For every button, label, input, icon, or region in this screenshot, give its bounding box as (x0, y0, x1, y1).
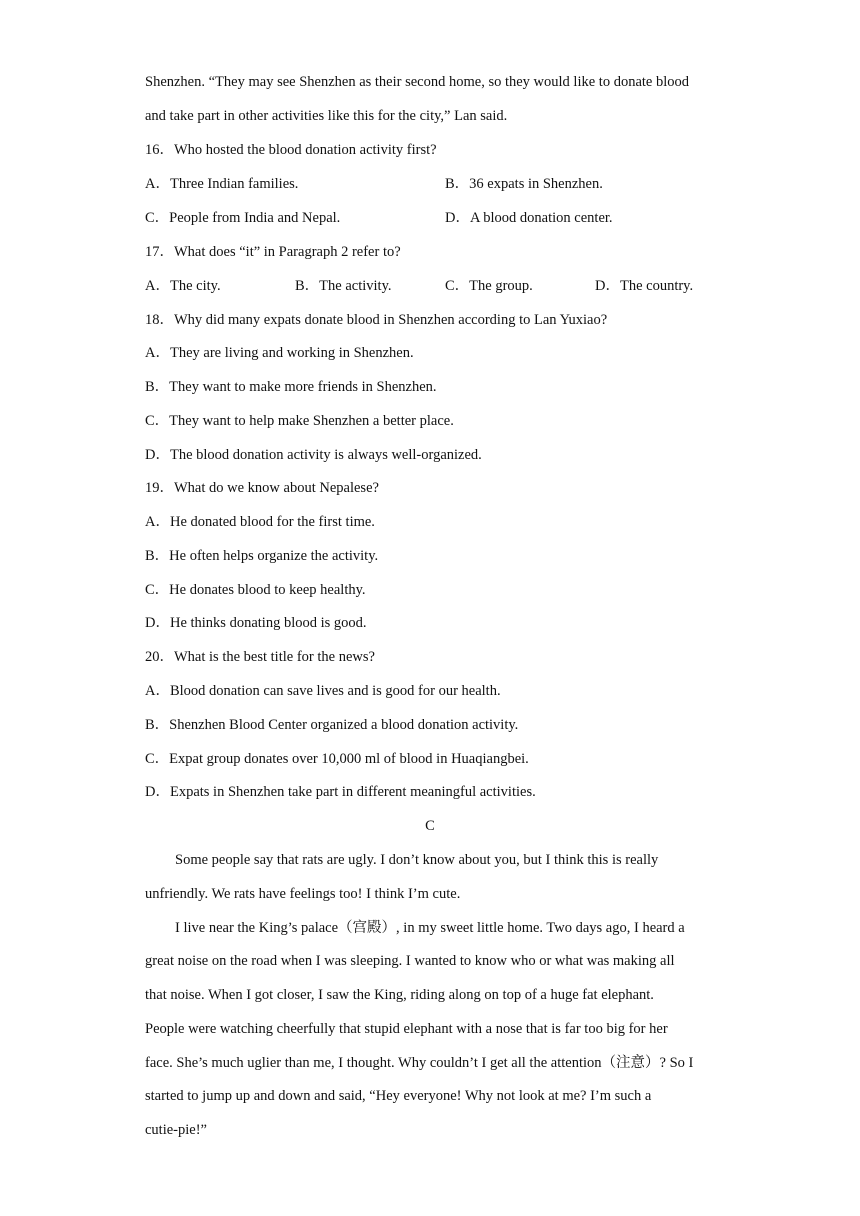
question-20-option-a: A．Blood donation can save lives and is good for our health. (145, 683, 501, 699)
question-17-option-a: A．The city. (145, 278, 221, 294)
question-17-option-d: D．The country. (595, 278, 694, 294)
question-16-option-d: D．A blood donation center. (445, 210, 613, 226)
question-17-option-c: C．The group. (445, 278, 533, 294)
question-20-option-b: B．Shenzhen Blood Center organized a blood donation activity. (145, 717, 519, 733)
question-19-option-b: B．He often helps organize the activity. (145, 548, 379, 564)
question-19-option-d: D．He thinks donating blood is good. (145, 615, 367, 631)
question-19-stem: 19．What do we know about Nepalese? (145, 480, 379, 496)
question-16-option-c: C．People from India and Nepal. (145, 210, 341, 226)
intro-line-2: and take part in other activities like this for the city,” Lan said. (145, 108, 508, 124)
question-19-option-c: C．He donates blood to keep healthy. (145, 582, 366, 598)
question-16-option-a: A．Three Indian families. (145, 176, 299, 192)
question-18-option-c: C．They want to help make Shenzhen a better place. (145, 413, 454, 429)
passage-line-9: cutie-pie!” (145, 1122, 207, 1138)
question-16-option-b: B．36 expats in Shenzhen. (445, 176, 603, 192)
passage-line-7: face. She’s much uglier than me, I thought. Why couldn’t I get all the attention（注意）? So I (145, 1055, 694, 1071)
question-18-option-d: D．The blood donation activity is always well-organized. (145, 447, 482, 463)
passage-line-8: started to jump up and down and said, “Hey everyone! Why not look at me? I’m such a (145, 1088, 652, 1104)
question-17-stem: 17．What does “it” in Paragraph 2 refer to? (145, 244, 401, 260)
passage-line-2: unfriendly. We rats have feelings too! I think I’m cute. (145, 886, 461, 902)
question-17-option-b: B．The activity. (295, 278, 392, 294)
question-19-option-a: A．He donated blood for the first time. (145, 514, 375, 530)
passage-line-1: Some people say that rats are ugly. I don’t know about you, but I think this is really (175, 852, 659, 868)
question-20-option-d: D．Expats in Shenzhen take part in different meaningful activities. (145, 784, 536, 800)
intro-line-1: Shenzhen. “They may see Shenzhen as their second home, so they would like to donate blood (145, 74, 690, 90)
question-20-option-c: C．Expat group donates over 10,000 ml of blood in Huaqiangbei. (145, 751, 529, 767)
passage-line-4: great noise on the road when I was sleeping. I wanted to know who or what was making all (145, 953, 675, 969)
question-16-stem: 16．Who hosted the blood donation activity first? (145, 142, 437, 158)
question-18-option-b: B．They want to make more friends in Shenzhen. (145, 379, 437, 395)
question-20-stem: 20．What is the best title for the news? (145, 649, 375, 665)
question-18-option-a: A．They are living and working in Shenzhen. (145, 345, 414, 361)
section-heading: C (425, 818, 435, 834)
passage-line-6: People were watching cheerfully that stupid elephant with a nose that is far too big for her (145, 1021, 668, 1037)
question-18-stem: 18．Why did many expats donate blood in Shenzhen according to Lan Yuxiao? (145, 312, 608, 328)
passage-line-3: I live near the King’s palace（宫殿）, in my sweet little home. Two days ago, I heard a (175, 920, 685, 936)
passage-line-5: that noise. When I got closer, I saw the King, riding along on top of a huge fat elephant. (145, 987, 654, 1003)
